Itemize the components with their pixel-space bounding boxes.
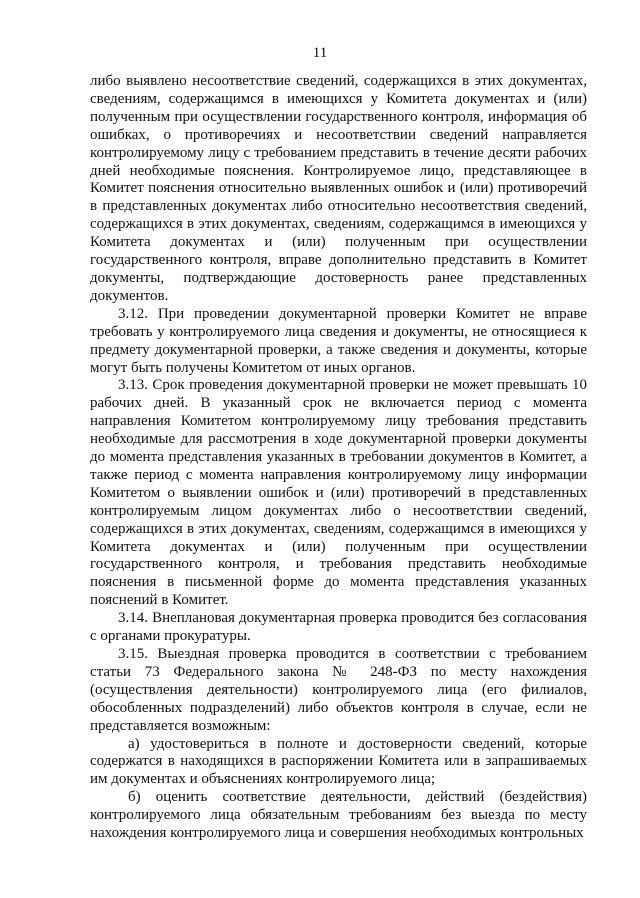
document-body <box>90 73 587 843</box>
paragraph-3-13: 3.13. Срок проведения документарной проверки не может превышать 10 рабочих дней. В указанный срок не включается период с момента направления Комитетом контролируемому лицу требования представить необходимые для рассмотрения в ходе документарной проверки документы до момента представления указанных в требовании документов в Комитет, а также период с момента направления контролируемому лицу информации Комитетом о выявлении ошибок и (или) противоречий в представленных контролируемым лицом документах либо о несоответствии сведений, содержащихся в этих документах, сведениям, содержащимся в имеющихся у Комитета документах и (или) полученным при осуществлении государственного контроля, и требования представить необходимые пояснения в письменной форме до момента представления указанных пояснений в Комитет. <box>90 377 587 609</box>
list-item-b: б) оценить соответствие деятельности, действий (бездействия) контролируемого лица обязательным требованиям без выезда по месту нахождения контролируемого лица и совершения необходимых контрольных <box>90 789 587 842</box>
page-number: 11 <box>312 45 328 61</box>
paragraph-3-14: 3.14. Внеплановая документарная проверка проводится без согласования с органами прокуратуры. <box>90 610 587 645</box>
paragraph-3-12: 3.12. При проведении документарной проверки Комитет не вправе требовать у контролируемого лица сведения и документы, не относящиеся к предмету документарной проверки, а также сведения и документы, которые могут быть получены Комитетом от иных органов. <box>90 305 587 376</box>
list-item-a: а) удостовериться в полноте и достоверности сведений, которые содержатся в находящихся в распоряжении Комитета или в запрашиваемых им документах и объяснениях контролируемого лица; <box>90 735 587 788</box>
paragraph-continuation: либо выявлено несоответствие сведений, содержащихся в этих документах, сведениям, содержащимся в имеющихся у Комитета документах и (или) полученным при осуществлении государственного контроля, информация об ошибках, о противоречиях и несоответствии сведений направляется контролируемому лицу с требованием представить в течение десяти рабочих дней необходимые пояснения. Контролируемое лицо, представляющее в Комитет пояснения относительно выявленных ошибок и (или) противоречий в представленных документах либо относительно несоответствия сведений, содержащихся в этих документах, сведениям, содержащимся в имеющихся у Комитета документах и (или) полученным при осуществлении государственного контроля, вправе дополнительно представить в Комитет документы, подтверждающие достоверность ранее представленных документов. <box>90 73 587 304</box>
paragraph-3-15: 3.15. Выездная проверка проводится в соответствии с требованием статьи 73 Федерального закона № 248-ФЗ по месту нахождения (осуществления деятельности) контролируемого лица (его филиалов, обособленных подразделений) либо объектов контроля в случае, если не представляется возможным: <box>90 646 587 734</box>
